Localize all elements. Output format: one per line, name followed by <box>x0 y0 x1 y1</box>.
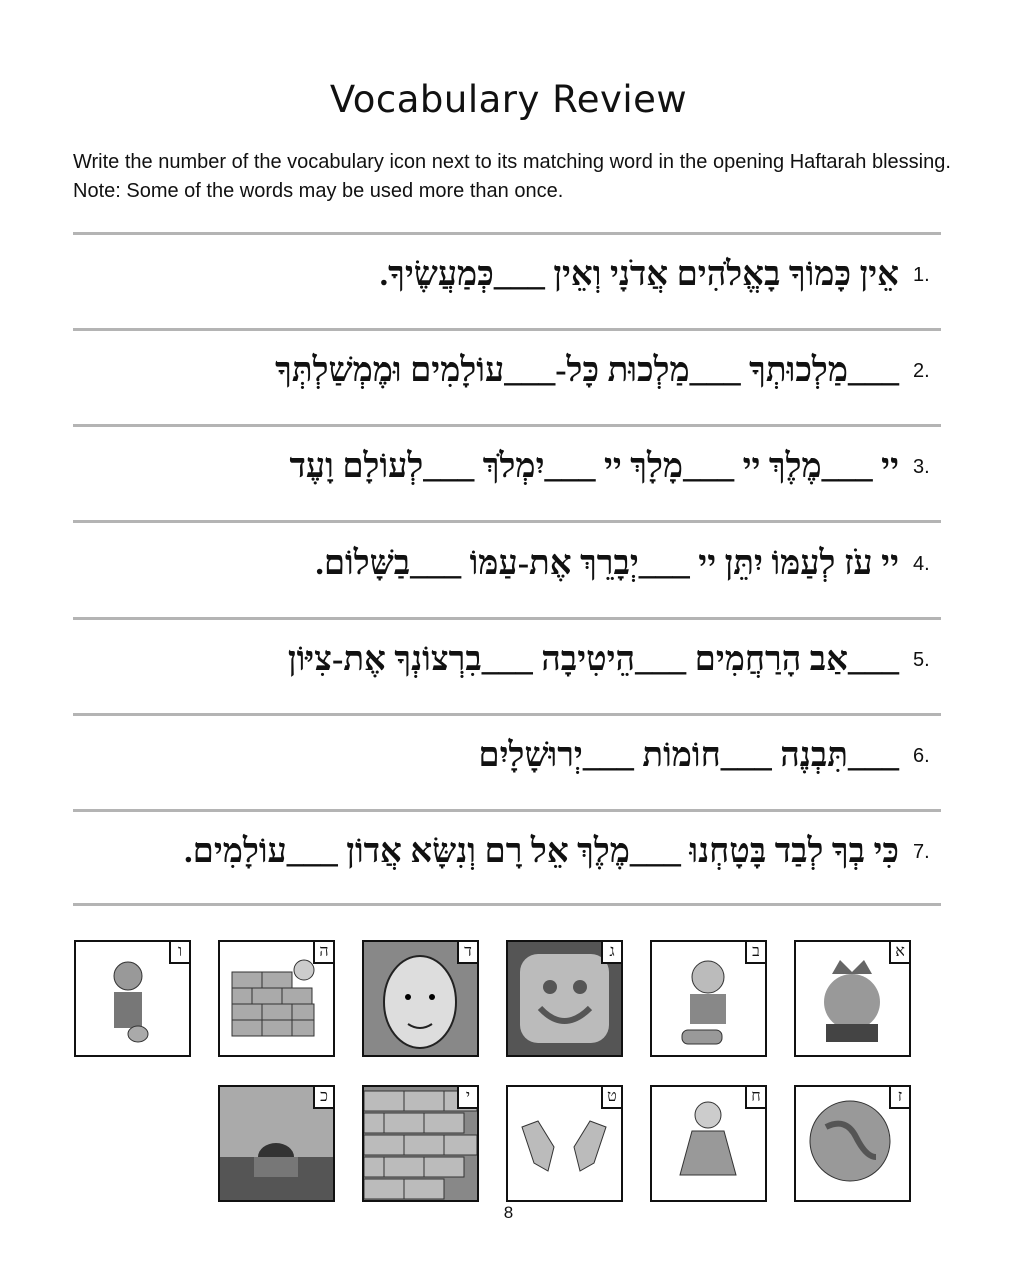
exercise-line-3 <box>73 442 935 492</box>
icon-smiley <box>506 940 623 1057</box>
divider <box>73 617 941 620</box>
line-number: 1. <box>913 263 930 286</box>
icon-label: ט <box>601 1087 621 1109</box>
icon-girl-dancing <box>650 1085 767 1202</box>
icon-brick-wall <box>362 1085 479 1202</box>
line-number: 3. <box>913 455 930 478</box>
icon-label: ח <box>745 1087 765 1109</box>
divider <box>73 520 941 523</box>
exercise-line-7 <box>73 827 935 877</box>
icon-label: י <box>457 1087 477 1109</box>
divider <box>73 809 941 812</box>
hebrew-text: כִּי בְךָ לְבַד בָּטָחְנוּ ___מֶלֶךְ אֵל רָם וְנִשָּׂא אֲדוֹן ___עוֹלָמִים. <box>184 833 899 870</box>
icon-blessing-hands <box>506 1085 623 1202</box>
icon-girl-behind-wall <box>218 940 335 1057</box>
icon-label: ב <box>745 942 765 964</box>
divider <box>73 424 941 427</box>
divider <box>73 232 941 235</box>
icon-label: א <box>889 942 909 964</box>
hebrew-text: יי ___מֶלֶךְ יי ___מָלָךְ יי ___יִמְלֹךְ ___לְעוֹלָם וָעֶד <box>289 448 899 485</box>
hebrew-text: ___תִּבְנֶה ___חוֹמוֹת ___יְרוּשָׁלָיִם <box>478 737 899 774</box>
page-number: 8 <box>503 1203 514 1222</box>
line-number: 6. <box>913 744 930 767</box>
line-number: 2. <box>913 359 930 382</box>
exercise-line-1 <box>73 250 935 300</box>
icon-label: ה <box>313 942 333 964</box>
exercise-line-2 <box>73 346 935 396</box>
hebrew-text: יי עֹז לְעַמּוֹ יִתֵּן יי ___יְבָרֵךְ אֶת-עַמּוֹ ___בַשָּׁלוֹם. <box>315 545 899 582</box>
exercise-line-6 <box>73 731 935 781</box>
divider <box>73 328 941 331</box>
icon-hippie-peace <box>74 940 191 1057</box>
hebrew-text: ___אַב הָרַחֲמִים ___הֵיטִיבָה ___בִרְצוֹנְךָ אֶת-צִיּוֹן <box>287 641 899 678</box>
divider <box>73 713 941 716</box>
icon-label: ג <box>601 942 621 964</box>
icon-label: ד <box>457 942 477 964</box>
icon-label: ו <box>169 942 189 964</box>
icon-boy-praying <box>650 940 767 1057</box>
icon-label: ז <box>889 1087 909 1109</box>
exercise-line-5 <box>73 635 935 685</box>
icon-jerusalem <box>218 1085 335 1202</box>
line-number: 4. <box>913 552 930 575</box>
hebrew-text: ___מַלְכוּתְךָ ___מַלְכוּת כָּל-___עוֹלָמִים וּמֶמְשַׁלְתְּךָ <box>275 352 899 389</box>
instructions: Write the number of the vocabulary icon next to its matching word in the opening Haftarah blessing. Note: Some of the words may be used more than once. <box>73 151 951 202</box>
hebrew-text: אֵין כָּמוֹךָ בָאֱלֹהִים אֲדֹנָי וְאֵין ___כְּמַעֲשֶׂיךָ. <box>379 256 899 293</box>
divider <box>73 903 941 906</box>
line-number: 5. <box>913 648 930 671</box>
page-title: Vocabulary Review <box>329 78 688 121</box>
icon-globe <box>794 1085 911 1202</box>
icon-king <box>794 940 911 1057</box>
line-number: 7. <box>913 840 930 863</box>
icon-face <box>362 940 479 1057</box>
icon-label: כ <box>313 1087 333 1109</box>
exercise-line-4 <box>73 539 935 589</box>
